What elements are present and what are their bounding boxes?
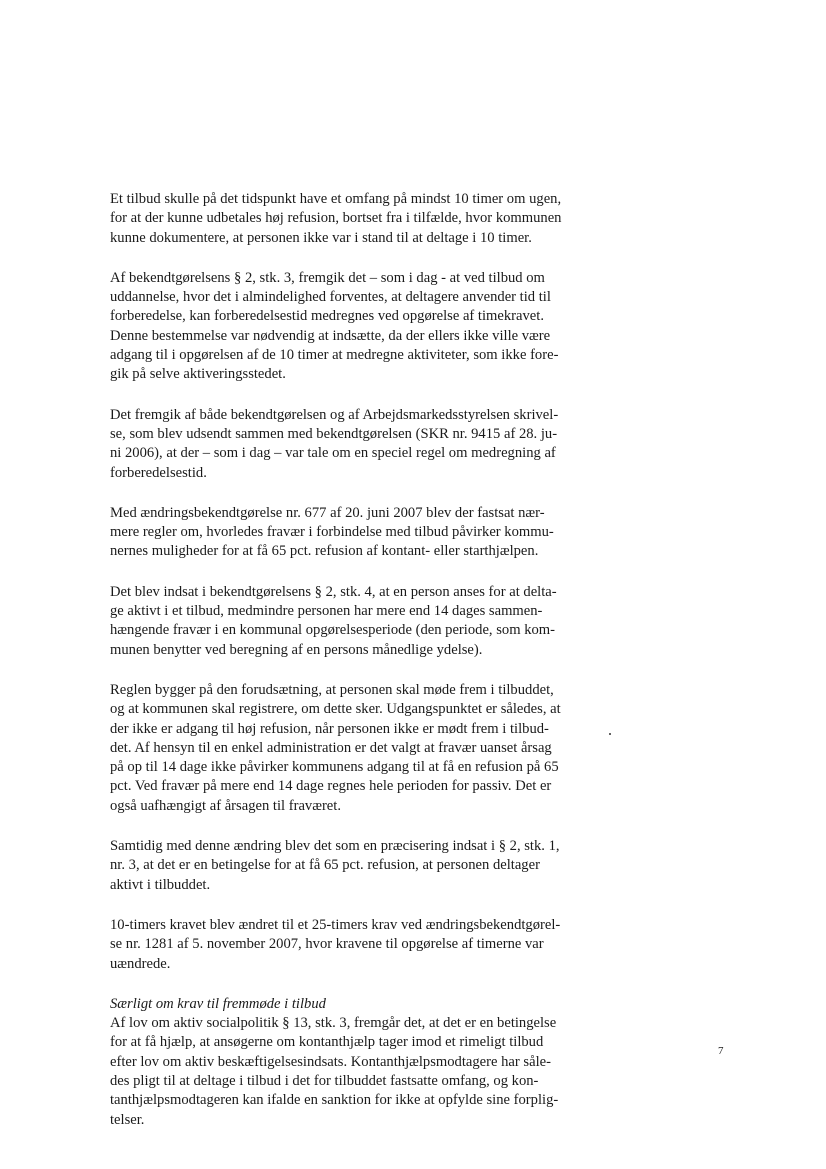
paragraph-3 [110,406,610,483]
paragraph-1 [110,190,610,248]
text-line: Et tilbud skulle på det tidspunkt have et omfang på mindst 10 timer om ugen, [110,191,562,207]
text-line: gik på selve aktiveringsstedet. [110,366,286,383]
text-line: se, som blev udsendt sammen med bekendtgørelsen (SKR nr. 9415 af 28. ju- [110,425,558,442]
text-line: for at få hjælp, at ansøgerne om kontanthjælp tager imod et rimeligt tilbud [110,1034,544,1051]
text-line: og at kommunen skal registrere, om dette sker. Udgangspunktet er således, at [110,701,561,718]
text-line: forberedelsestid. [110,464,207,481]
text-line: Reglen bygger på den forudsætning, at personen skal møde frem i tilbuddet, [110,681,554,698]
page-number: 7 [718,1045,724,1057]
text-line: hængende fravær i en kommunal opgørelsesperiode (den periode, som kom- [110,622,555,639]
text-line: kunne dokumentere, at personen ikke var i stand til at deltage i 10 timer. [110,229,532,246]
text-line: Denne bestemmelse var nødvendig at indsætte, da der ellers ikke ville være [110,327,551,344]
scan-speck [609,733,611,735]
section-fremmoede [110,995,610,1130]
paragraph-2 [110,269,610,385]
text-line: munen benytter ved beregning af en persons månedlige ydelse). [110,641,483,658]
text-line: ni 2006), at der – som i dag – var tale om en speciel regel om medregning af [110,445,556,462]
text-line: telser. [110,1111,145,1128]
text-line: des pligt til at deltage i tilbud i det for tilbuddet fastsatte omfang, og kon- [110,1072,539,1089]
text-line: uændrede. [110,955,171,972]
text-line: uddannelse, hvor det i almindelighed forventes, at deltagere anvender tid til [110,289,551,306]
text-line: forberedelse, kan forberedelsestid medregnes ved opgørelse af timekravet. [110,308,544,325]
text-line: der ikke er adgang til høj refusion, når personen ikke er mødt frem i tilbud- [110,720,549,737]
text-line: tanthjælpsmodtageren kan ifalde en sanktion for ikke at opfylde sine forplig- [110,1092,559,1109]
text-line: pct. Ved fravær på mere end 14 dage regnes hele perioden for passiv. Det er [110,778,552,795]
paragraph-4 [110,504,610,562]
text-line: på op til 14 dage ikke påvirker kommunens adgang til at få en refusion på 65 [110,759,559,776]
body-text [110,190,610,1130]
paragraph-7 [110,837,610,895]
text-line: ge aktivt i et tilbud, medmindre personen har mere end 14 dages sammen- [110,603,543,620]
text-line: aktivt i tilbuddet. [110,876,211,893]
text-line: mere regler om, hvorledes fravær i forbindelse med tilbud påvirker kommu- [110,524,554,541]
text-line: 10-timers kravet blev ændret til et 25-timers krav ved ændringsbekendtgørel- [110,916,561,933]
text-line: det. Af hensyn til en enkel administration er det valgt at fravær uanset årsag [110,739,552,756]
text-line: se nr. 1281 af 5. november 2007, hvor kravene til opgørelse af timerne var [110,936,544,953]
text-line: Det fremgik af både bekendtgørelsen og af Arbejdsmarkedsstyrelsen skrivel- [110,406,559,423]
paragraph-8 [110,916,610,974]
text-line: nr. 3, at det er en betingelse for at få 65 pct. refusion, at personen deltager [110,857,540,874]
text-line: Af lov om aktiv socialpolitik § 13, stk. 3, fremgår det, at det er en betingelse [110,1015,557,1032]
text-line: Samtidig med denne ændring blev det som en præcisering indsat i § 2, stk. 1, [110,838,560,855]
text-line: efter lov om aktiv beskæftigelsesindsats. Kontanthjælpsmodtagere har såle- [110,1053,551,1070]
section-heading: Særligt om krav til fremmøde i tilbud [110,995,326,1012]
paragraph-5 [110,583,610,660]
text-line: også uafhængigt af årsagen til fraværet. [110,797,341,814]
text-line: nernes muligheder for at få 65 pct. refusion af kontant- eller starthjælpen. [110,543,539,560]
text-line: Af bekendtgørelsens § 2, stk. 3, fremgik det – som i dag - at ved tilbud om [110,269,545,286]
paragraph-6 [110,681,610,816]
text-line: adgang til i opgørelsen af de 10 timer at medregne aktiviteter, som ikke fore- [110,347,559,364]
text-line: Det blev indsat i bekendtgørelsens § 2, stk. 4, at en person anses for at delta- [110,583,557,600]
text-line: Med ændringsbekendtgørelse nr. 677 af 20. juni 2007 blev der fastsat nær- [110,504,545,521]
text-line: for at der kunne udbetales høj refusion, bortset fra i tilfælde, hvor kommunen [110,210,562,227]
